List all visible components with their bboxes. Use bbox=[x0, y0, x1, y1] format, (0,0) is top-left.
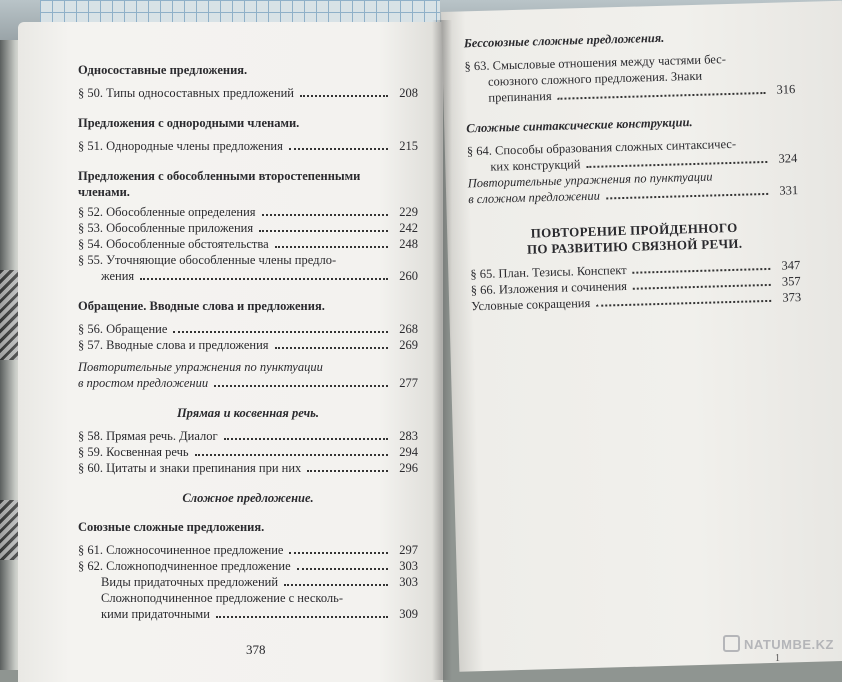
page-ref: 268 bbox=[399, 322, 418, 336]
toc-entry: § 56. Обращение 268 bbox=[78, 322, 418, 336]
toc-subentry: Виды придаточных предложений 303 bbox=[101, 575, 418, 589]
leader-dots bbox=[300, 95, 388, 97]
toc-entry: § 58. Прямая речь. Диалог 283 bbox=[78, 429, 418, 443]
toc-entry: ких конструкций 324 bbox=[490, 151, 798, 174]
page-ref: 229 bbox=[399, 205, 418, 219]
page-ref: 294 bbox=[399, 445, 418, 459]
toc-entry: жения 260 bbox=[101, 269, 418, 283]
toc-entry: § 61. Сложносочиненное предложение 297 bbox=[78, 543, 418, 557]
page-ref: 347 bbox=[781, 258, 801, 273]
page-ref: 324 bbox=[778, 151, 798, 166]
toc-entry: § 50. Типы односоставных предложений 208 bbox=[78, 86, 418, 100]
toc-entry: Условные сокращения 373 bbox=[471, 290, 802, 314]
page-ref: 296 bbox=[399, 461, 418, 475]
page-ref: 297 bbox=[399, 543, 418, 557]
page-ref: 269 bbox=[399, 338, 418, 352]
toc-entry: § 51. Однородные члены предложения 215 bbox=[78, 139, 418, 153]
toc-entry: § 53. Обособленные приложения 242 bbox=[78, 221, 418, 235]
review-entry-line: Повторительные упражнения по пунктуации bbox=[78, 360, 323, 374]
page-ref: 283 bbox=[399, 429, 418, 443]
toc-entry: § 60. Цитаты и знаки препинания при них 296 bbox=[78, 461, 418, 475]
left-toc bbox=[78, 62, 418, 622]
review-entry: в простом предложении 277 bbox=[78, 376, 418, 390]
watermark: NATUMBE.KZ bbox=[723, 635, 834, 652]
toc-entry-line: § 64. Способы образования сложных синтаксичес- bbox=[466, 136, 737, 159]
section-heading: Сложные синтаксические конструкции. bbox=[466, 115, 693, 136]
page-ref: 215 bbox=[399, 139, 418, 153]
page-ref: 357 bbox=[781, 274, 801, 289]
page-ref: 303 bbox=[399, 559, 418, 573]
page-ref: 208 bbox=[399, 86, 418, 100]
toc-entry: § 66. Изложения и сочинения 357 bbox=[470, 274, 801, 298]
toc-entry-line: § 63. Смысловые отношения между частями бес- bbox=[464, 52, 727, 74]
toc-entry: § 54. Обособленные обстоятельства 248 bbox=[78, 237, 418, 251]
toc-entry-line: § 55. Уточняющие обособленные члены предло- bbox=[78, 253, 337, 267]
page-ref: 303 bbox=[399, 575, 418, 589]
page-ref: 260 bbox=[399, 269, 418, 283]
right-page bbox=[441, 1, 842, 672]
page-ref: 331 bbox=[779, 183, 799, 198]
left-sketch-fragment bbox=[0, 270, 18, 360]
page-ref: 242 bbox=[399, 221, 418, 235]
toc-subentry: кими придаточными 309 bbox=[101, 607, 418, 621]
section-heading: Предложения с однородными членами. bbox=[78, 116, 300, 130]
right-toc bbox=[464, 26, 802, 314]
toc-entry: препинания 316 bbox=[488, 82, 796, 105]
book-gutter bbox=[432, 20, 452, 680]
section-heading: Бессоюзные сложные предложения. bbox=[463, 30, 665, 51]
page-ref: 373 bbox=[782, 290, 802, 305]
review-entry-line: Повторительные упражнения по пунктуации bbox=[467, 169, 713, 191]
page-ref: 277 bbox=[399, 376, 418, 390]
toc-entry: § 59. Косвенная речь 294 bbox=[78, 445, 418, 459]
toc-subentry-line: Сложноподчиненное предложение с несколь- bbox=[101, 591, 344, 605]
page-number: 378 bbox=[246, 642, 266, 657]
toc-entry: § 52. Обособленные определения 229 bbox=[78, 205, 418, 219]
review-entry: в сложном предложении 331 bbox=[468, 183, 799, 207]
watermark-logo-icon bbox=[723, 635, 740, 652]
toc-entry-line: союзного сложного предложения. Знаки bbox=[487, 68, 703, 89]
section-heading: Односоставные предложения. bbox=[78, 63, 248, 77]
corner-mark: 1 bbox=[775, 653, 780, 664]
toc-entry: § 65. План. Тезисы. Конспект 347 bbox=[470, 258, 801, 282]
page-ref: 248 bbox=[399, 237, 418, 251]
page-ref: 309 bbox=[399, 607, 418, 621]
section-heading: Предложения с обособленными второстепенными членами. bbox=[78, 169, 361, 199]
section-heading: Обращение. Вводные слова и предложения. bbox=[78, 299, 325, 313]
leader-dots bbox=[289, 148, 388, 150]
section-heading: Союзные сложные предложения. bbox=[78, 520, 265, 534]
toc-entry: § 62. Сложноподчиненное предложение 303 bbox=[78, 559, 418, 573]
page-ref: 316 bbox=[776, 82, 796, 97]
left-sketch-fragment bbox=[0, 500, 18, 560]
part-heading: ПОВТОРЕНИЕ ПРОЙДЕННОГО ПО РАЗВИТИЮ СВЯЗНОЙ РЕЧИ. bbox=[526, 219, 743, 257]
part-heading: Прямая и косвенная речь. bbox=[176, 406, 320, 420]
left-page bbox=[18, 22, 443, 682]
part-heading: Сложное предложение. bbox=[182, 491, 314, 505]
toc-entry: § 57. Вводные слова и предложения 269 bbox=[78, 338, 418, 352]
